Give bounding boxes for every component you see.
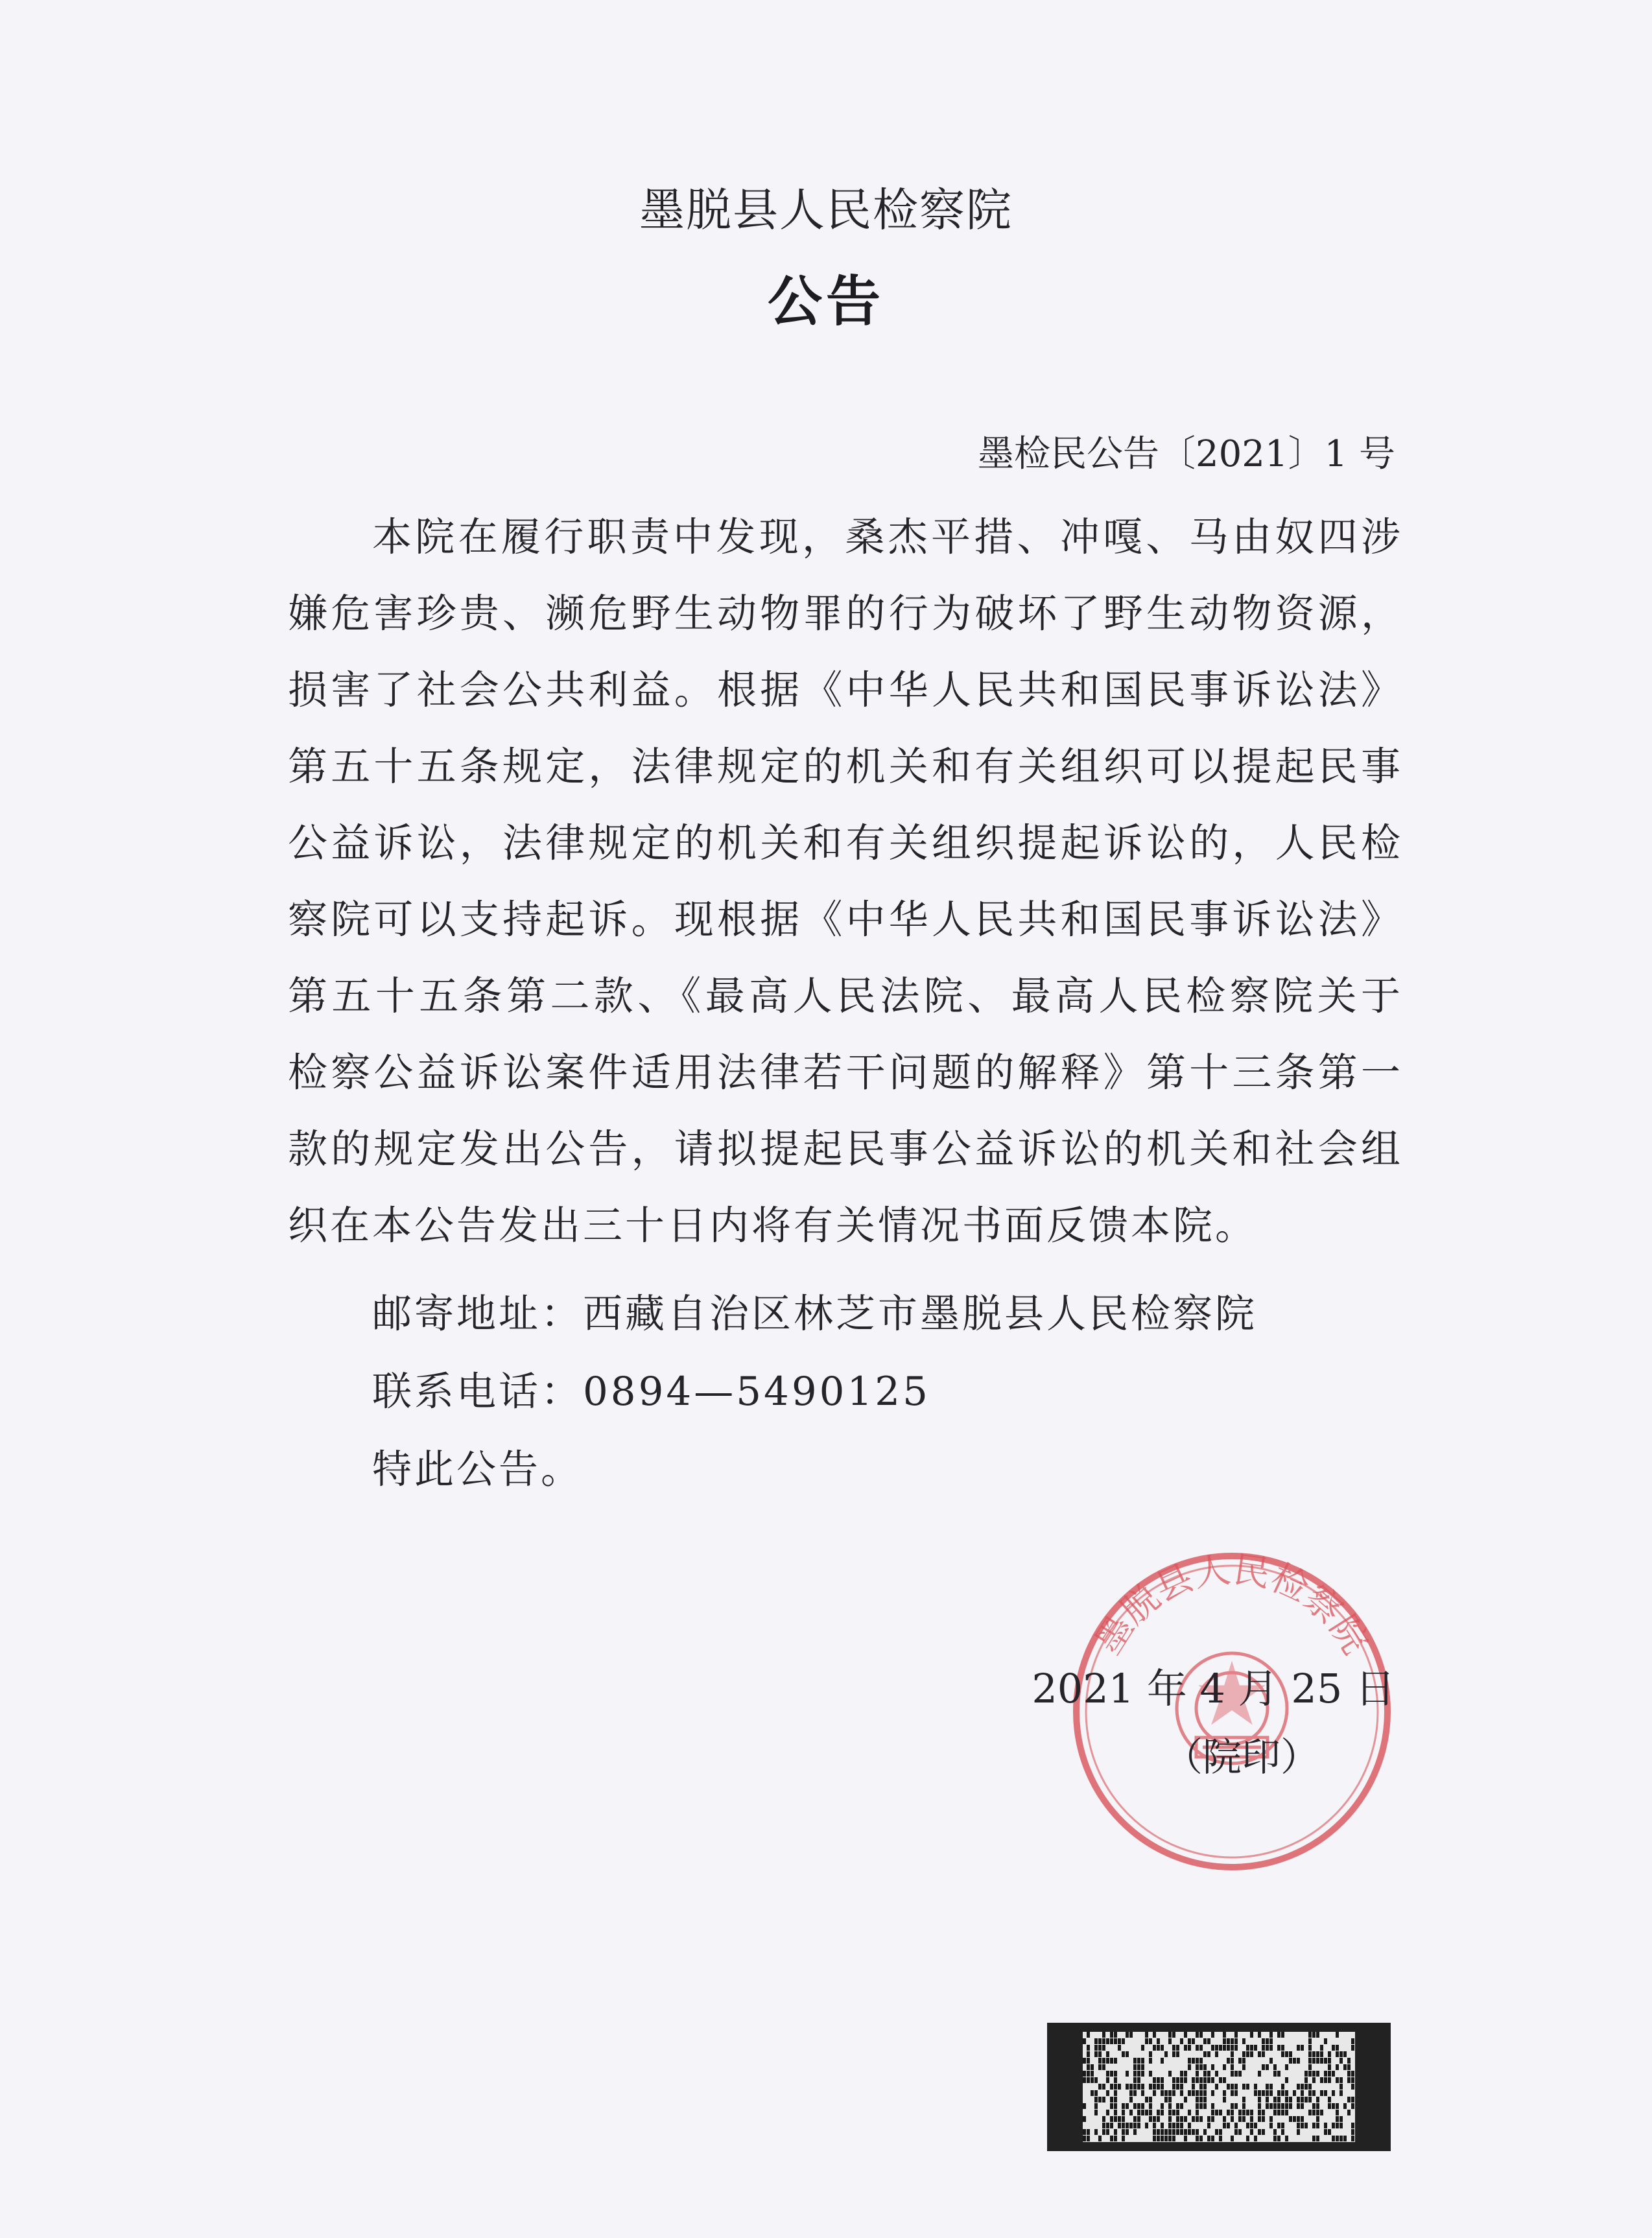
mailing-address: 邮寄地址：西藏自治区林芝市墨脱县人民检察院	[372, 1291, 1258, 1337]
issuing-organization: 墨脱县人民检察院	[639, 183, 1013, 237]
seal-note: （院印）	[1164, 1735, 1319, 1780]
barcode	[1047, 2023, 1391, 2151]
document-number: 墨检民公告〔2021〕1 号	[978, 433, 1395, 475]
barcode-pattern	[1083, 2032, 1355, 2142]
seal-lettering: 墨脱县人民检察院	[1087, 1548, 1376, 1662]
document-title: 公告	[767, 270, 884, 333]
issue-date: 2021 年 4 月 25 日	[1032, 1665, 1395, 1712]
closing-statement: 特此公告。	[372, 1446, 584, 1492]
contact-phone: 联系电话：0894—5490125	[372, 1369, 930, 1415]
announcement-body: 本院在履行职责中发现，桑杰平措、冲嘎、马由奴四涉嫌危害珍贵、濒危野生动物罪的行为破坏了野生动物资源，损害了社会公共利益。根据《中华人民共和国民事诉讼法》第五十五条规定，法律规定的机关和有关组织可以提起民事公益诉讼，法律规定的机关和有关组织提起诉讼的，人民检察院可以支持起诉。现根据《中华人民共和国民事诉讼法》第五十五条第二款、《最高人民法院、最高人民检察院关于检察公益诉讼案件适用法律若干问题的解释》第十三条第一款的规定发出公告，请拟提起民事公益诉讼的机关和社会组织在本公告发出三十日内将有关情况书面反馈本院。	[288, 514, 1403, 1249]
